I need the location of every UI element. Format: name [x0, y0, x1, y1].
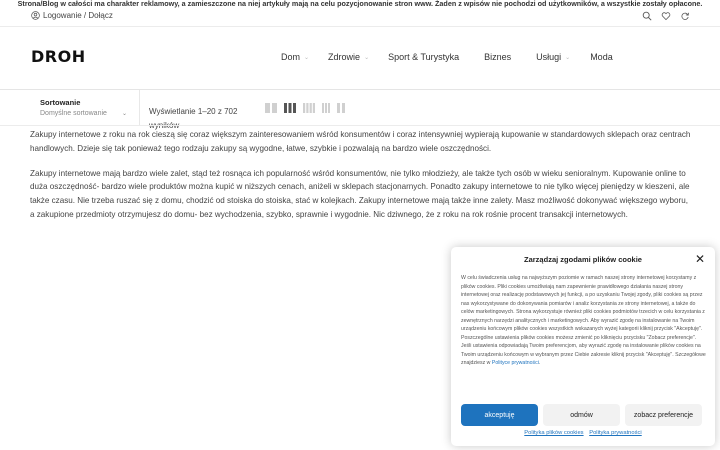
- nav-item-zdrowie[interactable]: [328, 52, 369, 62]
- deny-button[interactable]: odmów: [543, 404, 620, 426]
- article-content: [30, 128, 692, 233]
- privacy-policy-link[interactable]: Polityka prywatności: [589, 430, 642, 436]
- cookie-body: W celu świadczenia usług na najwyższym poziomie w ramach naszej strony internetowej korzystamy z plików cookies. Pliki cookies umożliwiają nam zapewnienie prawidłowego działania naszej strony internetowej oraz realizację podstawowych jej funkcji, a po uzyskaniu Twojej zgody, pliki cookies są przez nas wykorzystywane do dokonywania pomiarów i analiz korzystania ze strony internetowej, a także do celów marketingowych. Strona wykorzystuje również pliki cookies podmiotów trzecich w celu korzystania z zewnętrznych narzędzi analitycznych i marketingowych. Aby wyrazić zgodę na instalowanie na Twoim urządzeniu końcowym plików cookies wszystkich wskazanych wyżej kategorii kliknij przycisk "Akceptuję". Poszczególne ustawienia plików cookies możesz zmienić po kliknięciu przycisku "Zobacz preferencje". Jeśli ustawienia odpowiadają Twoim preferencjom, aby wyrazić zgodę na instalowanie plików cookies na Twoim urządzeniu końcowym w wybranym przez Ciebie zakresie kliknij przycisk "Akceptuję". Szczegółowe znajdziesz w: [461, 275, 706, 366]
- chevron-down-icon: ⌄: [364, 54, 370, 61]
- user-bar: [0, 9, 720, 26]
- grid-2-col-icon[interactable]: [265, 103, 277, 113]
- nav-item-biznes[interactable]: [484, 52, 511, 62]
- grid-3-col-icon[interactable]: [284, 103, 296, 113]
- cookie-text: W celu świadczenia usług na najwyższym poziomie w ramach naszej strony internetowej korzystamy z plików cookies. Pliki cookies umożliwiają nam zapewnienie prawidłowego działania naszej strony internetowej oraz realizację podstawowych jej funkcji, a po uzyskaniu Twojej zgody, pliki cookies są przez nas wykorzystywane do dokonywania pomiarów i analiz korzystania ze strony internetowej, a także do celów marketingowych. Strona wykorzystuje również pliki cookies podmiotów trzecich w celu korzystania z zewnętrznych narzędzi analitycznych i marketingowych. Aby wyrazić zgodę na instalowanie na Twoim urządzeniu końcowym plików cookies wszystkich wskazanych wyżej kategorii kliknij przycisk "Akceptuję". Poszczególne ustawienia plików cookies możesz zmienić po kliknięciu przycisku "Zobacz preferencje". Jeśli ustawienia odpowiadają Twoim preferencjom, aby wyrazić zgodę na instalowanie plików cookies na Twoim urządzeniu końcowym w wybranym przez Ciebie zakresie kliknij przycisk "Akceptuję". Szczegółowe znajdziesz w Polityce prywatności.: [461, 275, 706, 366]
- nav-item-uslugi[interactable]: [536, 52, 570, 62]
- site-logo[interactable]: DROH: [31, 47, 86, 66]
- cookie-consent-dialog: [451, 247, 715, 446]
- sort-value: Domyślne sortowanie: [40, 110, 107, 117]
- cookie-policy-link[interactable]: Polityka plików cookies: [524, 430, 584, 436]
- chevron-down-icon: ⌄: [122, 111, 128, 117]
- nav-item-label: Biznes: [484, 52, 512, 62]
- nav-item-label: Zdrowie: [328, 52, 361, 62]
- nav-item-sport[interactable]: [388, 52, 459, 62]
- cookie-footer-links: [451, 430, 715, 436]
- cookie-buttons: [461, 404, 702, 426]
- grid-4-col-icon[interactable]: [303, 103, 315, 113]
- nav-item-label: Usługi: [536, 52, 562, 62]
- login-link[interactable]: [31, 11, 113, 20]
- nav-item-dom[interactable]: [281, 52, 309, 62]
- close-icon[interactable]: ✕: [694, 252, 705, 266]
- cookie-title: Zarządzaj zgodami plików cookie: [524, 255, 642, 264]
- site-header: [0, 27, 720, 89]
- grid-view-switcher: [265, 103, 345, 113]
- sort-dropdown[interactable]: [30, 90, 140, 125]
- top-icons: [642, 11, 690, 21]
- chevron-down-icon: ⌄: [565, 54, 571, 61]
- article-paragraph: Zakupy internetowe mają bardzo wiele zalet, stąd też rosnąca ich popularność wśród konsumentów, nie tylko młodzieży, ale także tych osób w wieku senioralnym. Kupowanie online to duża oszczędność- bardzo wiele produktów można kupić w niższych cenach, aniżeli w sklepach stacjonarnych. Ponadto zakupy internetowe to nie tylko więcej pieniędzy w kieszeni, ale także czasu. Nie trzeba ruszać się z domu, chodzić od stoiska do stoiska, stać w kolejkach. Zakupy internetowe mają także inne zalety. Masz możliwość dokonywać większego wyboru, a zakupione przedmioty otrzymujesz do domu- bez wychodzenia, szybko, sprawnie i wygodnie. Nic dziwnego, że z roku na rok rośnie procent transakcji internetowych.: [30, 168, 690, 219]
- advertising-notice: Strona/Blog w całości ma charakter reklamowy, a zamieszczone na niej artykuły mają na celu pozycjonowanie stron www. Żaden z wpisów nie pochodzi od użytkowników, a wszystkie zostały opłacone.: [17, 0, 703, 8]
- privacy-policy-inline-link[interactable]: Polityce prywatności: [491, 360, 539, 366]
- heart-icon[interactable]: [661, 11, 671, 21]
- grid-5-col-icon[interactable]: [322, 103, 330, 113]
- nav-item-label: Sport & Turystyka: [388, 52, 460, 62]
- refresh-icon[interactable]: [680, 11, 690, 21]
- nav-item-label: Moda: [590, 52, 613, 62]
- chevron-down-icon: ⌄: [304, 54, 310, 61]
- nav-item-moda[interactable]: [590, 52, 613, 62]
- view-preferences-button[interactable]: zobacz preferencje: [625, 404, 702, 426]
- nav-item-label: Dom: [281, 52, 301, 62]
- results-count: Wyświetlanie 1–20 z 702: [149, 107, 238, 116]
- login-label: Logowanie / Dołącz: [43, 11, 113, 20]
- grid-6-col-icon[interactable]: [337, 103, 345, 113]
- article-paragraph: Zakupy internetowe z roku na rok cieszą się coraz większym zainteresowaniem wśród konsumentów i coraz intensywniej wypierają kupowanie w standardowych sklepach oraz centrach handlowych. Dzieje się tak ponieważ tego rodzaju zakupy są wygodne, łatwe, szybkie i pozwalają na bardzo wiele oszczędności.: [30, 130, 691, 153]
- accept-button[interactable]: akceptuję: [461, 404, 538, 426]
- filter-divider: [0, 125, 720, 126]
- sort-title: Sortowanie: [40, 98, 81, 107]
- main-nav: [281, 52, 613, 62]
- user-icon: [31, 11, 40, 20]
- filter-bar: [0, 90, 720, 125]
- search-icon[interactable]: [642, 11, 652, 21]
